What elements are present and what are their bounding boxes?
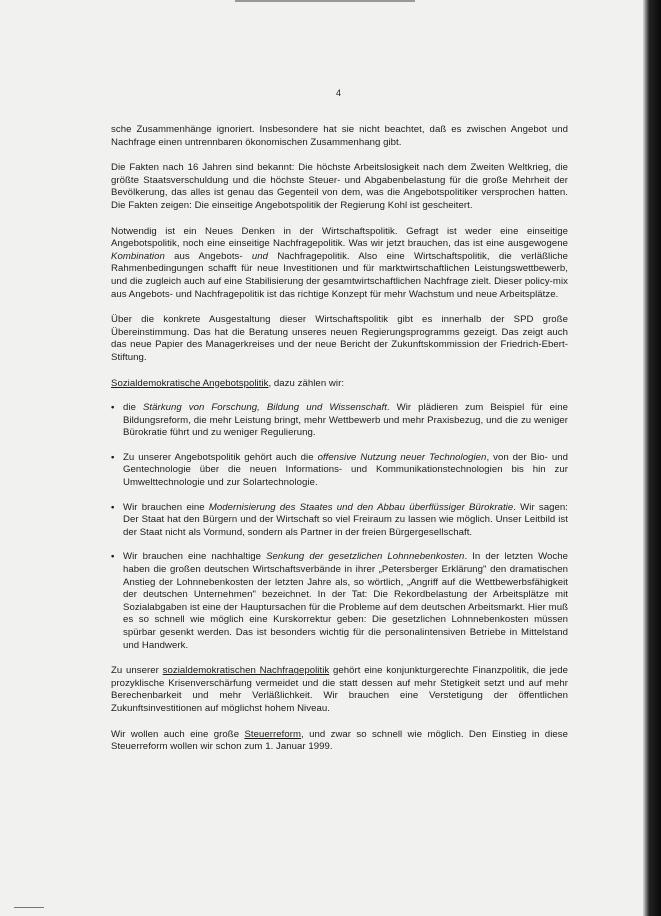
- bullet-item: [111, 402, 568, 440]
- bullet-emphasis: Stärkung von Forschung, Bildung und Wissenschaft: [142, 402, 387, 414]
- heading-nachfragepolitik: sozialdemokratischen Nachfragepolitik: [162, 665, 330, 677]
- bullet-text: Zu unserer Angebotspolitik gehört auch die: [123, 451, 318, 463]
- p3-emphasis-und: und: [251, 250, 269, 262]
- scan-page-edge: [643, 0, 661, 916]
- heading-angebotspolitik: Sozialdemokratische Angebotspolitik: [111, 377, 269, 389]
- bullet-marker: •: [111, 551, 115, 563]
- p3-text-c: Nachfragepolitik. Also eine Wirtschaftspolitik, die verläßliche Rahmenbedingungen schafft für neue Investitionen und für marktwirtschaftlichen Leistungswettbewerb, und die zugleich auch auf eine Stabilisierung der gesamtwirtschaftlichen Nachfrage zielt. Dieser policy-mix aus Angebots- und Nachfragepolitik ist das richtige Konzept für mehr Wachstum und neue Arbeitsplätze.: [111, 250, 568, 300]
- bullet-text: Wir brauchen eine: [123, 501, 209, 513]
- bullet-item: [111, 452, 568, 490]
- paragraph-6: [111, 665, 568, 715]
- bullet-list: [111, 402, 568, 652]
- bullet-text: Wir brauchen eine nachhaltige: [123, 551, 267, 563]
- p3-text-b: aus Angebots-: [164, 250, 252, 262]
- p6-text-b: gehört eine konjunkturgerechte Finanzpolitik, die jede prozyklische Krisenverschärfung vermeidet und die statt dessen auf mehr Stetigkeit setzt und auf mehr Berechenbarkeit und mehr Verläßlichkeit. Wir brauchen eine Verstetigung der öffentlichen Zukunftsinvestitionen auf möglichst hohem Niveau.: [111, 665, 568, 714]
- bullet-item: [111, 502, 568, 540]
- paragraph-1: sche Zusammenhänge ignoriert. Insbesondere hat sie nicht beachtet, daß es zwischen Angebot und Nachfrage einen untrennbaren ökonomischen Zusammenhang gibt.: [111, 124, 568, 148]
- paragraph-2: Die Fakten nach 16 Jahren sind bekannt: Die höchste Arbeitslosigkeit nach dem Zweiten Weltkrieg, die größte Staatsverschuldung und die höchste Steuer- und Abgabenbelastung für die große Mehrheit der Bevölkerung, das alles ist genau das Gegenteil von dem, was die Angebotspolitiker versprochen hatten. Die Fakten zeigen: Die einseitige Angebotspolitik der Regierung Kohl ist gescheitert.: [111, 162, 568, 211]
- bullet-text: . Wir plädieren zum Beispiel für eine Bildungsreform, die mehr Leistung bringt, mehr Wettbewerb und mehr Praxisbezug, und die zu weniger Bürokratie führt und zu weniger Regulierung.: [123, 402, 568, 439]
- p3-emphasis-kombination: Kombination: [111, 250, 165, 262]
- bullet-marker: •: [111, 501, 115, 513]
- paragraph-4: Über die konkrete Ausgestaltung dieser Wirtschaftspolitik gibt es innerhalb der SPD große Übereinstimmung. Das hat die Beratung unseres neuen Regierungsprogramms gezeigt. Das zeigt auch das neue Papier des Managerkreises und der neue Bericht der Zukunftskommission der Friedrich-Ebert-Stiftung.: [111, 314, 568, 363]
- bullet-text: . In der letzten Woche haben die großen deutschen Wirtschaftsverbände in ihrer „Petersberger Erklärung" den dramatischen Anstieg der Lohnnebenkosten der letzten Jahre als, so wörtlich, „Angriff auf die Wettbewerbsfähigkeit der deutschen Unternehmen" bezeichnet. In der Tat: Die Rekordbelastung der Arbeitsplätze mit Sozialabgaben ist eine der Hauptursachen für die Probleme auf dem deutschen Arbeitsmarkt. Hier muß es so schnell wie möglich eine Kurskorrektur geben: Die gesetzlichen Lohnnebenkosten müssen spürbar gesenkt werden. Das ist besonders wichtig für die personalintensiven Betriebe in Mittelstand und Handwerk.: [123, 551, 569, 651]
- p7-text-b: , und zwar so schnell wie möglich. Den Einstieg in diese Steuerreform wollen wir schon zum 1. Januar 1999.: [111, 728, 568, 753]
- bullet-emphasis: Senkung der gesetzlichen Lohnnebenkosten: [266, 551, 465, 563]
- document-body: [111, 124, 568, 754]
- p6-text-a: Zu unserer: [111, 665, 163, 677]
- bullet-text: , von der Bio- und Gentechnologie über die neuen Informations- und Kommunikationstechnologien bis hin zur Umwelttechnologie und zur Solartechnologie.: [123, 451, 568, 489]
- p5-rest: , dazu zählen wir:: [268, 377, 345, 389]
- scan-artifact-top: [235, 0, 415, 2]
- bullet-marker: •: [111, 402, 115, 414]
- bullet-text: die: [123, 402, 143, 414]
- bullet-emphasis: offensive Nutzung neuer Technologien: [317, 451, 487, 463]
- paragraph-3: [111, 226, 568, 302]
- bullet-text: . Wir sagen: Der Staat hat den Bürgern und der Wirtschaft so viel Freiraum zu lassen wie möglich. Unser Leitbild ist der Staat nicht als Vormund, sondern als Partner in der freien Bürgergesellschaft.: [123, 501, 568, 538]
- heading-steuerreform: Steuerreform: [244, 728, 302, 740]
- page-number: 4: [336, 88, 342, 98]
- bullet-item: [111, 551, 568, 652]
- paragraph-7: [111, 729, 568, 754]
- bullet-emphasis: Modernisierung des Staates und den Abbau überflüssiger Bürokratie: [208, 501, 514, 513]
- paragraph-5: [111, 378, 568, 391]
- p3-text-a: Notwendig ist ein Neues Denken in der Wirtschaftspolitik. Gefragt ist weder eine einseitige Angebotspolitik, noch eine einseitige Nachfragepolitik. Was wir jetzt brauchen, das ist eine ausgewogene: [111, 225, 568, 250]
- scan-artifact-bottom: [14, 907, 44, 908]
- bullet-marker: •: [111, 451, 115, 463]
- p7-text-a: Wir wollen auch eine große: [111, 728, 245, 740]
